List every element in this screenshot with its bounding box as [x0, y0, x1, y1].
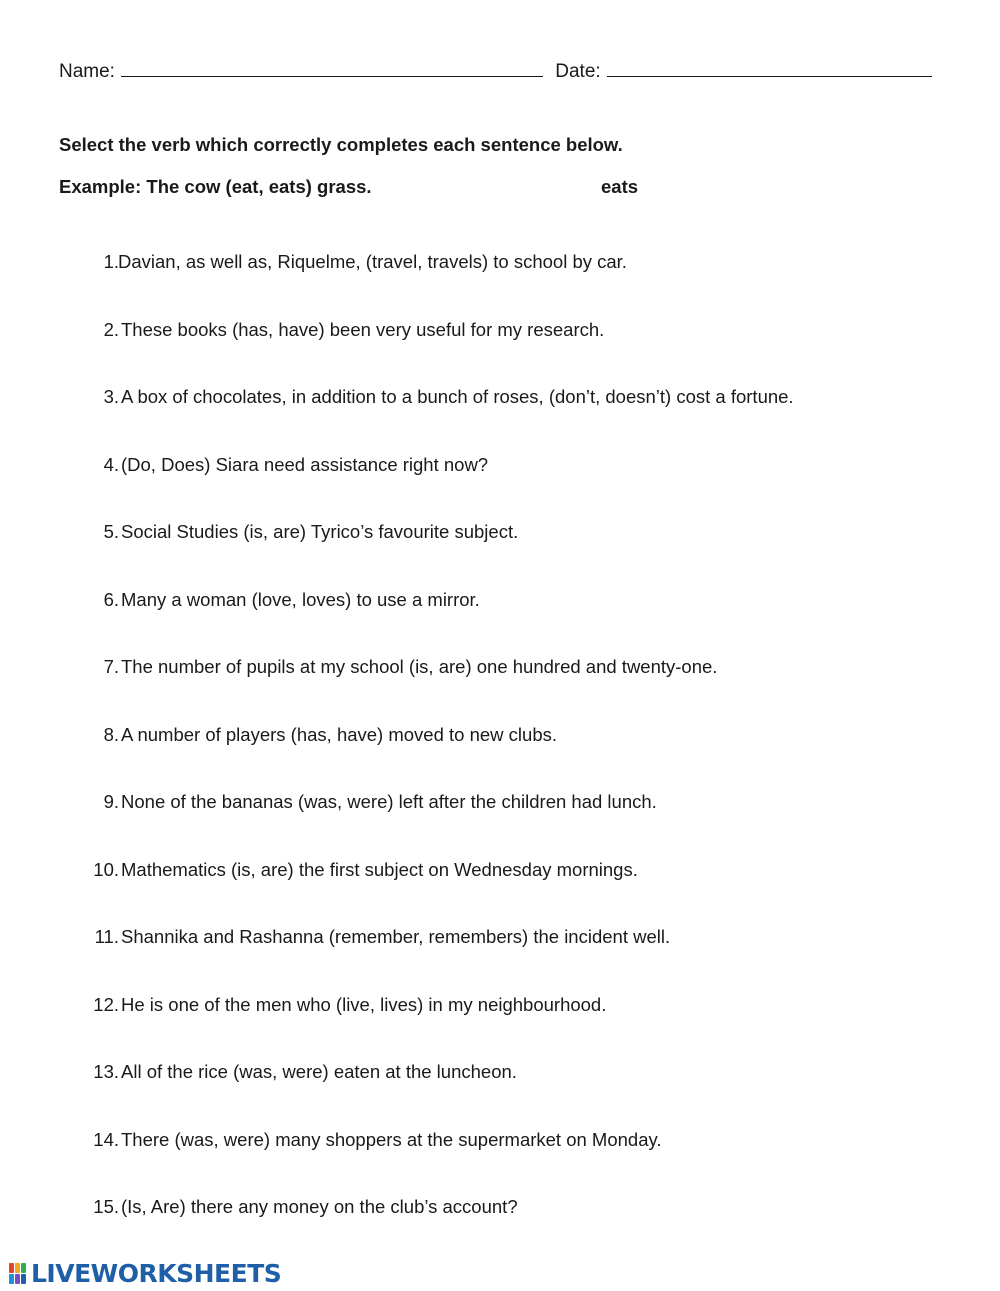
question-number: 3. [103, 386, 119, 407]
question-item [0, 589, 1000, 657]
question-item [0, 386, 1000, 454]
question-item [0, 926, 1000, 994]
question-number: 6. [103, 588, 119, 610]
question-number: 14. [93, 1128, 119, 1150]
question-text: These books (has, have) been very useful for my research. [121, 318, 605, 340]
date-label: Date: [555, 61, 601, 82]
question-number: 5. [103, 521, 119, 542]
example-line [59, 176, 759, 198]
liveworksheets-logo-text: LIVEWORKSHEETS [31, 1258, 282, 1288]
question-text: Many a woman (love, loves) to use a mirror. [121, 588, 480, 610]
question-text: He is one of the men who (live, lives) in my neighbourhood. [121, 993, 607, 1015]
question-text: (Is, Are) there any money on the club’s account? [121, 1196, 518, 1217]
liveworksheets-logo[interactable] [9, 1259, 281, 1287]
question-number: 2. [103, 318, 119, 340]
liveworksheets-logo-icon [9, 1261, 29, 1285]
question-text: There (was, were) many shoppers at the supermarket on Monday. [121, 1128, 662, 1150]
question-number: 13. [93, 1061, 119, 1082]
question-number: 15. [93, 1196, 119, 1217]
question-text: A box of chocolates, in addition to a bunch of roses, (don’t, doesn’t) cost a fortune. [121, 386, 794, 407]
question-text: (Do, Does) Siara need assistance right now? [121, 453, 489, 475]
question-item [0, 1129, 1000, 1197]
question-number: 8. [103, 723, 119, 745]
example-answer: eats [601, 176, 639, 197]
example-sentence: Example: The cow (eat, eats) grass. [59, 176, 372, 197]
name-blank-line[interactable] [121, 58, 543, 77]
question-item [0, 1196, 1000, 1264]
question-number: 9. [103, 791, 119, 812]
name-label: Name: [59, 61, 115, 82]
question-item [0, 724, 1000, 792]
question-text: Davian, as well as, Riquelme, (travel, travels) to school by car. [118, 251, 627, 272]
question-text: The number of pupils at my school (is, are) one hundred and twenty-one. [121, 656, 718, 677]
question-item [0, 859, 1000, 927]
question-number: 1. [103, 251, 119, 272]
question-item [0, 1061, 1000, 1129]
question-number: 7. [103, 656, 119, 677]
question-text: A number of players (has, have) moved to new clubs. [121, 723, 557, 745]
question-item [0, 521, 1000, 589]
question-item [0, 994, 1000, 1062]
question-text: Shannika and Rashanna (remember, remembers) the incident well. [121, 926, 671, 947]
header-line [59, 58, 932, 83]
date-blank-line[interactable] [607, 58, 932, 77]
instructions-heading: Select the verb which correctly completes each sentence below. [59, 134, 623, 155]
question-text: All of the rice (was, were) eaten at the luncheon. [121, 1061, 517, 1082]
question-text: Mathematics (is, are) the first subject on Wednesday mornings. [121, 858, 638, 880]
question-item [0, 656, 1000, 724]
question-number: 10. [93, 858, 119, 880]
question-item [0, 251, 1000, 319]
question-text: Social Studies (is, are) Tyrico’s favourite subject. [121, 521, 519, 542]
question-number: 4. [103, 453, 119, 475]
question-item [0, 791, 1000, 859]
question-item [0, 454, 1000, 522]
question-item [0, 319, 1000, 387]
question-number: 12. [93, 993, 119, 1015]
question-number: 11. [94, 926, 119, 947]
question-text: None of the bananas (was, were) left after the children had lunch. [121, 791, 657, 812]
question-list [0, 251, 1000, 1264]
